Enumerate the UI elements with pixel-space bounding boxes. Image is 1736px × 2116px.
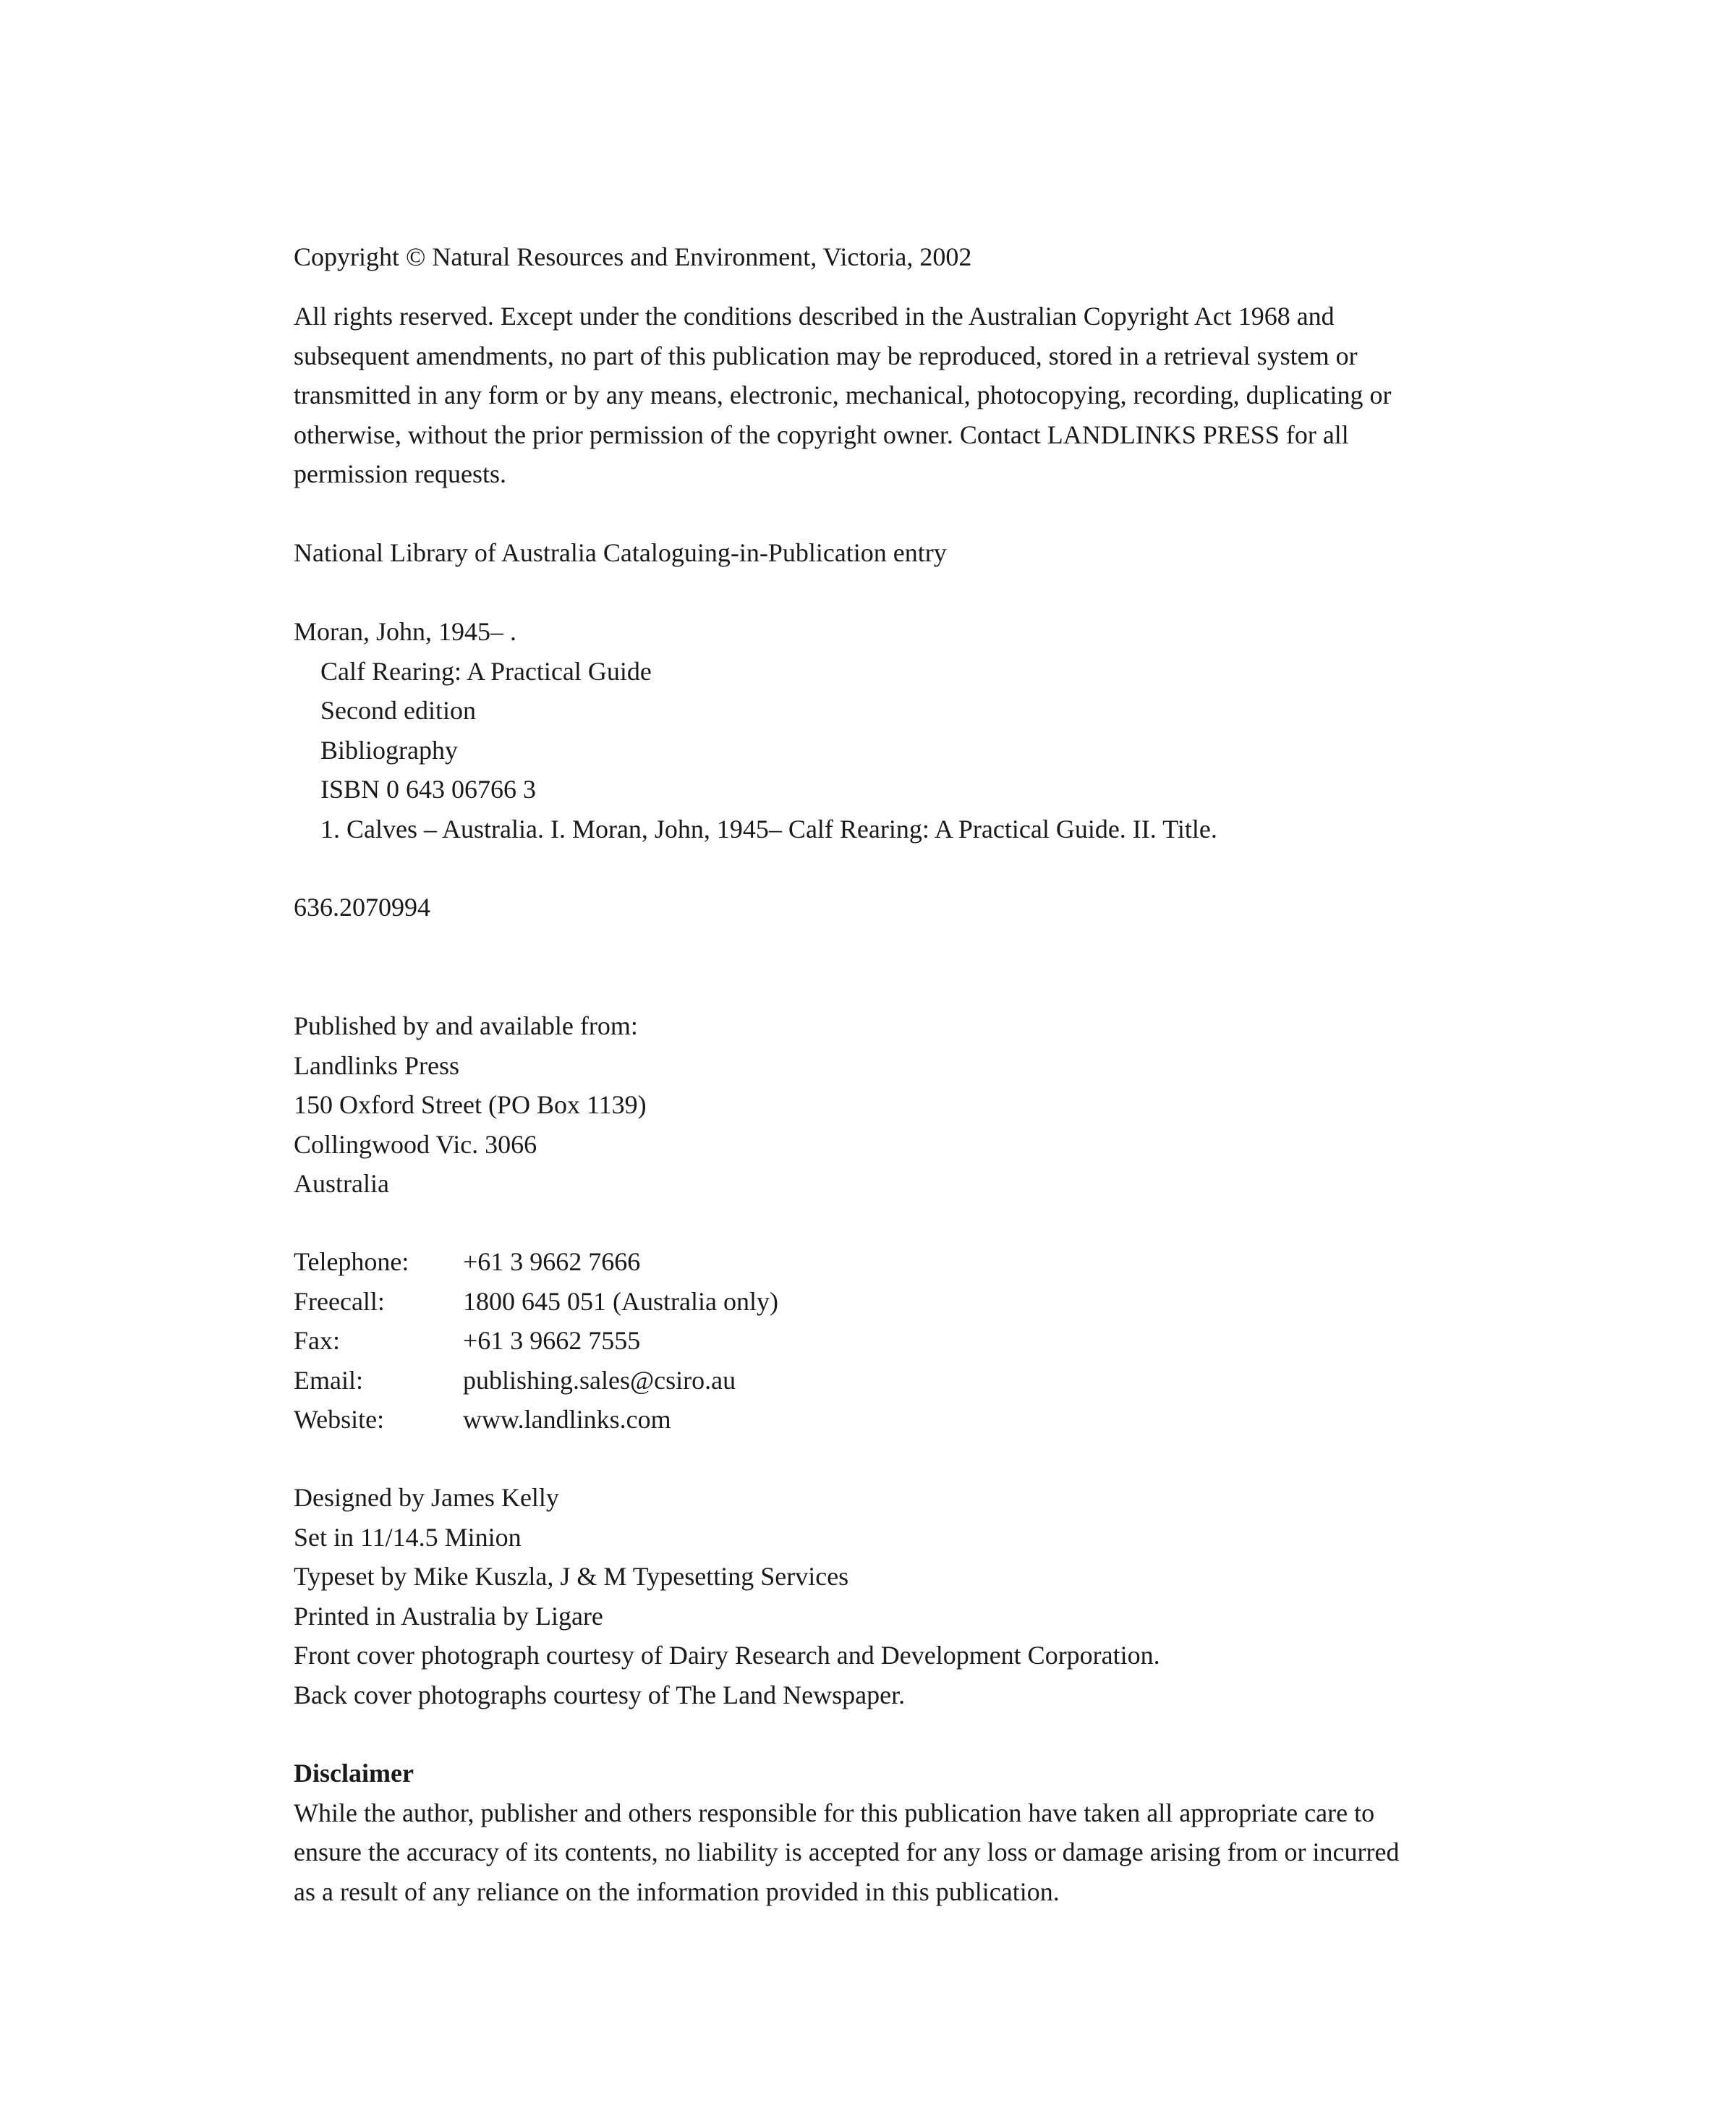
contact-label: Email: [294, 1365, 363, 1395]
contact-label: Telephone: [294, 1247, 409, 1276]
credit-line: Typeset by Mike Kuszla, J & M Typesetting Services [294, 1562, 849, 1591]
publisher-name: Landlinks Press [294, 1050, 459, 1080]
contact-row [294, 1242, 1451, 1282]
publisher-address [294, 1006, 1451, 1204]
cip-title: Calf Rearing: A Practical Guide [320, 656, 652, 686]
credit-line: Set in 11/14.5 Minion [294, 1522, 522, 1552]
disclaimer-section [294, 1754, 1451, 1911]
rights-line: permission requests. [294, 459, 506, 488]
rights-line: transmitted in any form or by any means, electronic, mechanical, photocopying, recording, duplicating or [294, 381, 1392, 409]
telephone-value: +61 3 9662 7666 [463, 1247, 641, 1276]
rights-paragraph [294, 297, 1451, 494]
copyright-line: Copyright © Natural Resources and Environment, Victoria, 2002 [294, 242, 972, 271]
email-value: publishing.sales@csiro.au [463, 1365, 736, 1395]
credit-line: Back cover photographs courtesy of The Land Newspaper. [294, 1680, 906, 1709]
publisher-intro: Published by and available from: [294, 1011, 638, 1040]
cip-entry [294, 612, 1451, 849]
credit-line: Printed in Australia by Ligare [294, 1601, 603, 1631]
contact-label: Fax: [294, 1326, 341, 1355]
freecall-value: 1800 645 051 (Australia only) [463, 1286, 778, 1316]
cip-isbn: ISBN 0 643 06766 3 [320, 775, 537, 804]
cip-author: Moran, John, 1945– . [294, 617, 516, 646]
contact-row [294, 1321, 1451, 1361]
credit-line: Front cover photograph courtesy of Dairy Research and Development Corporation. [294, 1641, 1160, 1670]
contact-label: Freecall: [294, 1286, 385, 1316]
publisher-country: Australia [294, 1169, 389, 1198]
contact-row [294, 1361, 1451, 1401]
cip-heading: National Library of Australia Cataloguing-in-Publication entry [294, 538, 947, 567]
dewey-block [294, 888, 1451, 927]
contact-row [294, 1282, 1451, 1322]
publisher-city: Collingwood Vic. 3066 [294, 1129, 537, 1159]
contact-label: Website: [294, 1405, 385, 1434]
disclaimer-line: While the author, publisher and others responsible for this publication have taken all appropriate care to [294, 1798, 1375, 1827]
copyright-line-block [294, 237, 1451, 277]
cip-dewey: 636.2070994 [294, 893, 430, 922]
disclaimer-heading: Disclaimer [294, 1759, 414, 1788]
publisher-street: 150 Oxford Street (PO Box 1139) [294, 1090, 647, 1119]
cip-bibliography: Bibliography [320, 735, 458, 765]
website-value: www.landlinks.com [463, 1405, 671, 1434]
fax-value: +61 3 9662 7555 [463, 1326, 641, 1355]
rights-line: subsequent amendments, no part of this publication may be reproduced, stored in a retrieval system or [294, 341, 1358, 370]
cip-edition: Second edition [320, 696, 476, 725]
contact-row [294, 1400, 1451, 1440]
contact-list [294, 1242, 1451, 1440]
disclaimer-line: ensure the accuracy of its contents, no liability is accepted for any loss or damage arising from or incurred [294, 1837, 1400, 1866]
rights-line: otherwise, without the prior permission of the copyright owner. Contact LANDLINKS PRESS for all [294, 420, 1349, 449]
cip-heading-block [294, 533, 1451, 573]
cip-subjects: 1. Calves – Australia. I. Moran, John, 1945– Calf Rearing: A Practical Guide. II. Title. [320, 814, 1217, 844]
credit-line: Designed by James Kelly [294, 1483, 559, 1512]
disclaimer-line: as a result of any reliance on the information provided in this publication. [294, 1877, 1060, 1906]
rights-line: All rights reserved. Except under the conditions described in the Australian Copyright Act 1968 and [294, 302, 1335, 331]
production-credits [294, 1478, 1451, 1715]
